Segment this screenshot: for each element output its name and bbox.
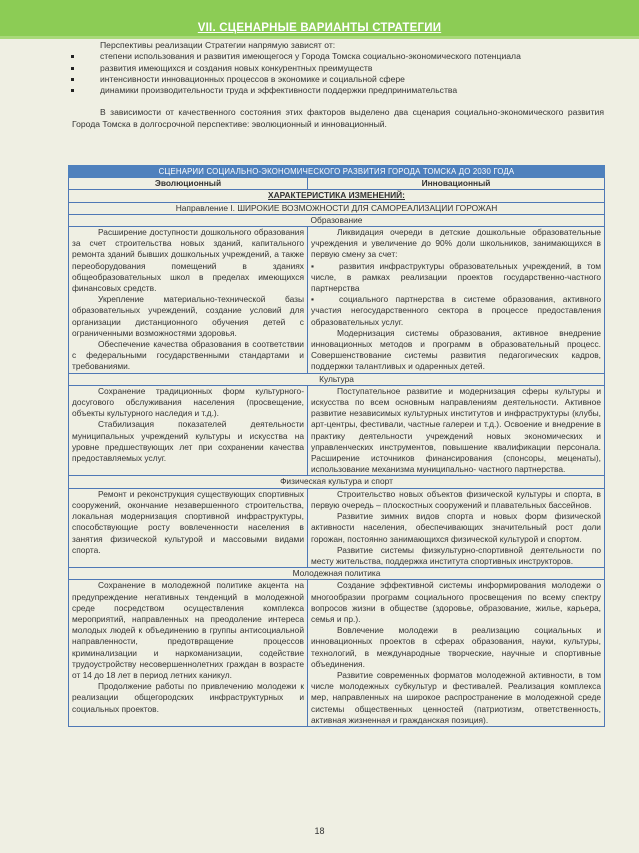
intro-bullet: развития имеющихся и создания новых конкурентных преимуществ — [72, 63, 604, 74]
evolutionary-cell — [69, 227, 308, 374]
section-title: Образование — [69, 214, 605, 226]
intro-lead: Перспективы реализации Стратегии напрямую зависят от: — [100, 40, 336, 50]
cell-paragraph: Вовлечение молодежи в реализацию социальных и инновационных проектов в сферах образования, науки, культуры, технологий, в международные творческие, научные и спортивные объединения. — [311, 625, 601, 669]
evolutionary-cell — [69, 385, 308, 476]
cell-paragraph: Поступательное развитие и модернизация сферы культуры и искусства по всем основным направлениям деятельности. Активное развитие независимых культурных институтов и инфраструктуры (клубы, арт-центры, фестивали, частные галереи и т.д.). Освоение и внедрение в практику деятельности учреждений новых экономических и управленческих инструментов, повышение квалификации персонала. Расширение источников финансирования (спонсоры, меценаты), использование механизма муниципально- частного партнерства. — [311, 385, 601, 475]
page-title: VII. СЦЕНАРНЫЕ ВАРИАНТЫ СТРАТЕГИИ — [197, 22, 442, 34]
section-title: Физическая культура и спорт — [69, 476, 605, 488]
innovative-cell — [308, 385, 605, 476]
col-innovative: Инновационный — [308, 178, 605, 190]
cell-paragraph: Создание эффективной системы информирования молодежи о многообразии программ социального просвещения по всему спектру вопросов жизни в обществе (здоровье, образование, жилье, карьера, семья и пр.). — [311, 580, 601, 624]
section-title: Молодежная политика — [69, 568, 605, 580]
cell-paragraph: Продолжение работы по привлечению молодежи к реализации общегородских инфраструктурных и социальных проектов. — [72, 681, 304, 714]
col-evolutionary: Эволюционный — [69, 178, 308, 190]
evolutionary-cell — [69, 580, 308, 727]
intro-bullet: интенсивности инновационных процессов в экономике и социальной сфере — [72, 74, 604, 85]
direction-row: Направление I. ШИРОКИЕ ВОЗМОЖНОСТИ ДЛЯ САМОРЕАЛИЗАЦИИ ГОРОЖАН — [69, 202, 605, 214]
intro-paragraph: В зависимости от качественного состояния этих факторов выделено два сценария социально-экономического развития Города Томска в долгосрочной перспективе: эволюционный и инновационный. — [72, 107, 604, 129]
intro-bullet: степени использования и развития имеющегося у Города Томска социально-экономического потенциала — [72, 51, 604, 62]
innovative-cell — [308, 227, 605, 374]
cell-paragraph: Развитие современных форматов молодежной активности, в том числе молодежных субкультур и фестивалей. Реализация комплекса мер, направленных на широкое распространение в молодежной среде системы общественных ценностей (патриотизм, ответственность, активная жизненная и гражданская позиция). — [311, 669, 601, 725]
page-number: 18 — [314, 826, 325, 836]
cell-paragraph: Стабилизация показателей деятельности муниципальных учреждений культуры и искусства на уровне предшествующих лет при сохранении качества предоставляемых услуг. — [72, 419, 304, 464]
cell-bullet: ▪ развития инфраструктуры образовательных учреждений, в том числе, в рамках реализации проектов государственно-частного партнерства — [311, 260, 601, 294]
cell-paragraph: Модернизация системы образования, активное внедрение инновационных методов и программ в образовательный процесс. Совершенствование системы развития педагогических кадров, поддержки талантливых и одаренных детей. — [311, 327, 601, 372]
cell-paragraph: Строительство новых объектов физической культуры и спорта, в первую очередь – плоскостных сооружений и плавательных бассейнов. — [311, 488, 601, 510]
intro — [72, 40, 604, 130]
cell-paragraph: Развитие системы физкультурно-спортивной деятельности по месту жительства, поддержка института спортивных инструкторов. — [311, 544, 601, 566]
scenarios-table — [68, 165, 605, 727]
cell-paragraph: Расширение доступности дошкольного образования за счет строительства новых зданий, капитального ремонта зданий бывших дошкольных учреждений, а также переоборудования помещений в зданиях общеобразовательных школ в пределах имеющихся финансовых средств. — [72, 227, 304, 294]
cell-paragraph: Сохранение в молодежной политике акцента на предупреждение негативных тенденций в молодежной среде посредством осуществления комплекса мероприятий, направленных на преодоление интереса молодых людей к объединению в группы антисоциальной направленности, предотвращение процессов криминализации и наркоманизации, содействие трудоустройству несовершеннолетних граждан в возрасте от 14 до 18 лет в период летних каникул. — [72, 580, 304, 680]
evolutionary-cell — [69, 488, 308, 567]
innovative-cell — [308, 580, 605, 727]
cell-paragraph: Развитие зимних видов спорта и новых форм физической активности населения, обеспечивающих значительный рост доли горожан, постоянно занимающихся физической культурой и спортом. — [311, 511, 601, 544]
cell-paragraph: Ремонт и реконструкция существующих спортивных сооружений, окончание незавершенного строительства, локальная модернизация спортивной инфраструктуры, способствующие росту вовлеченности населения в занятия физической культурой и массовыми видами спорта. — [72, 488, 304, 555]
cell-bullet: ▪ социального партнерства в системе образования, активного участия негосударственного сектора в процессе предоставления образовательных услуг. — [311, 294, 601, 327]
cell-paragraph: Обеспечение качества образования в соответствии с федеральными государственными стандартами и требованиями. — [72, 339, 304, 372]
innovative-cell — [308, 488, 605, 567]
cell-paragraph: Укрепление материально-технической базы образовательных учреждений, создание условий для организации дистанционного обучения детей с ограниченными возможностями здоровья. — [72, 294, 304, 338]
section-title: Культура — [69, 373, 605, 385]
intro-bullet: динамики производительности труда и эффективности поддержки предпринимательства — [72, 85, 604, 96]
characteristic-row: ХАРАКТЕРИСТИКА ИЗМЕНЕНИЙ: — [69, 190, 605, 202]
table-header: СЦЕНАРИИ СОЦИАЛЬНО-ЭКОНОМИЧЕСКОГО РАЗВИТИЯ ГОРОДА ТОМСКА ДО 2030 ГОДА — [69, 166, 605, 178]
cell-paragraph: Сохранение традиционных форм культурного-досугового обслуживания населения (просвещение, объекты культурного наследия и т.д.). — [72, 385, 304, 419]
cell-paragraph: Ликвидация очереди в детские дошкольные образовательные учреждения и увеличение до 90% доли школьников, занимающихся в первую смену за счет: — [311, 227, 601, 260]
